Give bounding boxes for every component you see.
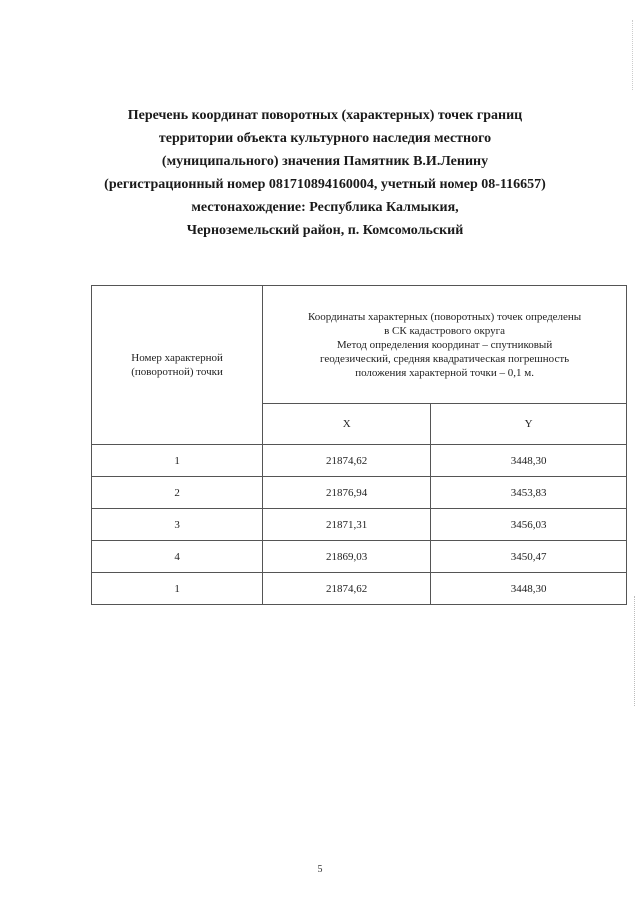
point-number-header-line-2: (поворотной) точки bbox=[131, 366, 223, 378]
coords-header-line-2: в СК кадастрового округа bbox=[384, 324, 506, 337]
x-coordinate-cell: 21869,03 bbox=[263, 541, 431, 573]
y-column-header: Y bbox=[431, 404, 627, 445]
y-coordinate-cell: 3450,47 bbox=[431, 541, 627, 573]
point-number-header-line-1: Номер характерной bbox=[131, 352, 223, 364]
point-number-cell: 1 bbox=[92, 445, 263, 477]
table-row bbox=[92, 445, 627, 477]
x-column-header: X bbox=[263, 404, 431, 445]
x-coordinate-cell: 21874,62 bbox=[263, 573, 431, 605]
point-number-cell: 2 bbox=[92, 477, 263, 509]
x-coordinate-cell: 21874,62 bbox=[263, 445, 431, 477]
coords-header-line-4: геодезический, средняя квадратическая погрешность bbox=[319, 352, 570, 365]
title-line-4: (регистрационный номер 081710894160004, учетный номер 08-116657) bbox=[104, 177, 546, 192]
point-number-cell: 4 bbox=[92, 541, 263, 573]
point-number-cell: 1 bbox=[92, 573, 263, 605]
coords-header-line-3: Метод определения координат – спутниковый bbox=[336, 338, 553, 351]
document-title bbox=[60, 104, 590, 242]
table-row bbox=[92, 477, 627, 509]
x-coordinate-cell: 21876,94 bbox=[263, 477, 431, 509]
coordinates-table bbox=[91, 285, 627, 605]
title-line-5: местонахождение: Республика Калмыкия, bbox=[191, 200, 459, 215]
page-number: 5 bbox=[317, 864, 323, 875]
y-coordinate-cell: 3448,30 bbox=[431, 445, 627, 477]
title-line-2: территории объекта культурного наследия местного bbox=[158, 131, 492, 146]
coords-header-line-1: Координаты характерных (поворотных) точек определены bbox=[307, 310, 582, 323]
x-coordinate-cell: 21871,31 bbox=[263, 509, 431, 541]
scan-edge-artifact bbox=[632, 20, 634, 90]
y-coordinate-cell: 3448,30 bbox=[431, 573, 627, 605]
title-line-6: Черноземельский район, п. Комсомольский bbox=[186, 223, 464, 238]
table-row bbox=[92, 573, 627, 605]
title-line-3: (муниципального) значения Памятник В.И.Ленину bbox=[161, 154, 489, 169]
table-header-row bbox=[92, 286, 627, 404]
table-row bbox=[92, 541, 627, 573]
coordinates-description-header bbox=[263, 286, 627, 404]
point-number-cell: 3 bbox=[92, 509, 263, 541]
y-coordinate-cell: 3453,83 bbox=[431, 477, 627, 509]
coords-header-line-5: положения характерной точки – 0,1 м. bbox=[355, 366, 534, 379]
table-row bbox=[92, 509, 627, 541]
title-line-1: Перечень координат поворотных (характерных) точек границ bbox=[127, 108, 523, 123]
y-coordinate-cell: 3456,03 bbox=[431, 509, 627, 541]
scan-edge-artifact bbox=[634, 596, 636, 706]
point-number-header bbox=[92, 286, 263, 445]
